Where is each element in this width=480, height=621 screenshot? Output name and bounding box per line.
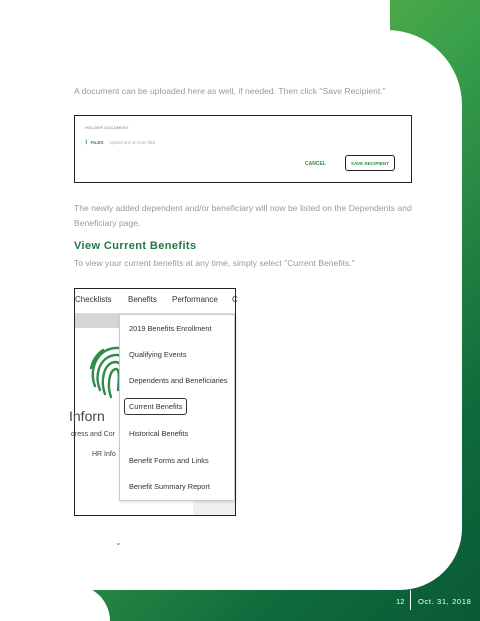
footer-date: Oct. 31, 2018 [418,597,472,606]
menu-item-summary-report[interactable]: Benefit Summary Report [129,482,210,491]
menu-item-current-benefits[interactable]: Current Benefits [124,398,187,415]
benefits-dropdown [119,314,235,501]
menu-item-historical-benefits[interactable]: Historical Benefits [129,429,189,438]
note-line-2: Beneficiary page. [74,218,141,228]
background-panel [69,328,122,547]
chevron-down-icon[interactable]: ⌄ [115,538,122,547]
top-nav [75,289,238,314]
upload-form-screenshot [74,115,412,183]
intro-paragraph: A document can be uploaded here as well, if needed. Then click "Save Recipient." [74,86,386,96]
files-hint: Upload one or more files [109,140,156,145]
hr-info-text: HR Info [92,451,116,458]
footer-divider [410,590,411,610]
menu-item-dependents[interactable]: Dependents and Beneficiaries [129,376,228,385]
nav-checklists[interactable]: Checklists [75,295,112,304]
nav-more[interactable]: C [232,295,238,304]
info-heading: Inforn [69,408,105,424]
note-line-1: The newly added dependent and/or beneficiary will now be listed on the Dependents and [74,203,412,213]
address-text: dress and Cor [71,431,115,438]
menu-item-2019-enrollment[interactable]: 2019 Benefits Enrollment [129,324,212,333]
save-recipient-button[interactable]: SAVE RECIPIENT [345,155,395,171]
cancel-button[interactable]: CANCEL [305,161,326,167]
nav-benefits[interactable]: Benefits [128,295,157,304]
files-row[interactable] [85,139,155,146]
section-heading: View Current Benefits [74,240,197,252]
nav-performance[interactable]: Performance [172,295,218,304]
upload-icon: ⭱ [85,139,88,146]
menu-item-forms-links[interactable]: Benefit Forms and Links [129,456,209,465]
menu-item-qualifying-events[interactable]: Qualifying Events [129,350,187,359]
benefits-menu-screenshot [69,288,238,547]
files-label: FILES [90,140,104,145]
form-label: HOLDER DOCUMENT [85,125,129,130]
heading-description: To view your current benefits at any time, simply select "Current Benefits." [74,258,355,268]
page-number: 12 [396,597,405,606]
